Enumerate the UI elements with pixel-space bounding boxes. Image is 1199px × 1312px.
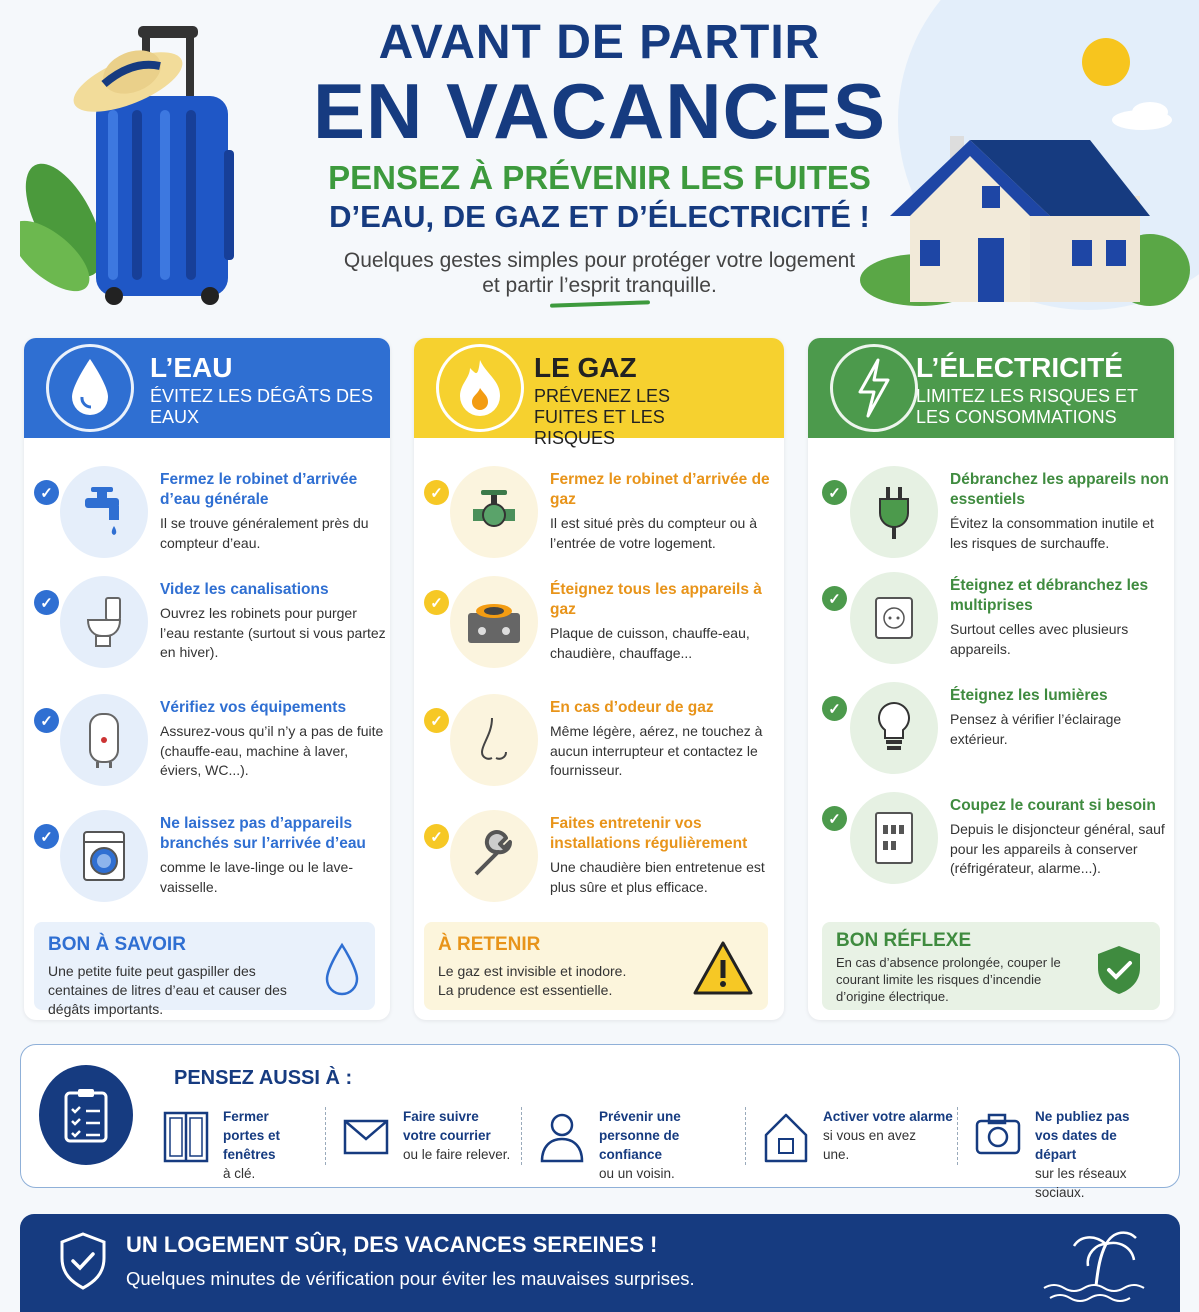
item-desc: Ouvrez les robinets pour purger l’eau restante (surtout si vous partez en hiver).	[160, 605, 386, 660]
tip-text: En cas d’absence prolongée, couper le courant limite les risques d’incendie d’origine électrique.	[836, 955, 1061, 1004]
elec-item-3-text	[950, 686, 1170, 749]
checklist-icon	[39, 1065, 133, 1165]
footer-title: UN LOGEMENT SÛR, DES VACANCES SEREINES !	[126, 1232, 658, 1257]
plug-icon	[850, 466, 938, 558]
item-title: Fermez le robinet d’arrivée d’eau générale	[160, 471, 358, 508]
check-icon: ✓	[822, 696, 847, 721]
item-title: Vérifiez vos équipements	[160, 699, 347, 716]
gas-title: LE GAZ	[534, 352, 637, 383]
gas-stove-icon	[450, 576, 538, 668]
footer-text: Quelques minutes de vérification pour éviter les mauvaises surprises.	[126, 1268, 695, 1289]
item-title: Faites entretenir vos installations régulièrement	[550, 815, 748, 852]
check-icon: ✓	[34, 590, 59, 615]
alarm-house-icon	[763, 1111, 809, 1163]
item-desc: Il est situé près du compteur ou à l’entrée de votre logement.	[550, 515, 757, 551]
think-also-rest: si vous en avez une.	[823, 1128, 917, 1162]
check-icon: ✓	[424, 590, 449, 615]
water-item-4	[24, 810, 390, 920]
item-desc: Assurez-vous qu’il n’y a pas de fuite (chauffe-eau, machine à laver, éviers, WC...).	[160, 723, 384, 778]
gas-item-4	[414, 810, 780, 920]
water-tip-box	[34, 922, 375, 1017]
elec-item-3	[808, 682, 1174, 792]
gas-subtitle: PRÉVENEZ LES FUITES ET LES RISQUES	[534, 386, 671, 448]
water-item-4-text	[160, 814, 386, 897]
gas-item-4-text	[550, 814, 776, 897]
check-icon: ✓	[424, 708, 449, 733]
item-desc: Même légère, aérez, ne touchez à aucun interrupteur et contactez le fournisseur.	[550, 723, 763, 778]
item-desc: Plaque de cuisson, chauffe-eau, chaudière, chauffage...	[550, 625, 750, 661]
check-icon: ✓	[424, 480, 449, 505]
think-also-title: PENSEZ AUSSI À :	[174, 1067, 353, 1089]
water-item-2	[24, 576, 390, 686]
gas-valve-icon	[450, 466, 538, 558]
tip-text: Le gaz est invisible et inodore. La prudence est essentielle.	[438, 963, 627, 998]
check-icon: ✓	[424, 824, 449, 849]
item-title: Fermez le robinet d’arrivée de gaz	[550, 471, 770, 508]
intro-text	[0, 248, 1199, 298]
elec-item-4-text	[950, 796, 1170, 879]
think-also-bold: Prévenir une personne de confiance	[599, 1109, 681, 1162]
item-title: Éteignez tous les appareils à gaz	[550, 581, 762, 618]
item-title: En cas d’odeur de gaz	[550, 699, 714, 716]
title-line-1: AVANT DE PARTIR	[378, 16, 821, 69]
think-also-item-5	[975, 1107, 1179, 1200]
water-drop-icon	[323, 942, 361, 998]
bulb-icon	[850, 682, 938, 774]
item-desc: Depuis le disjoncteur général, sauf pour les appareils à conserver (réfrigérateur, alarme...).	[950, 821, 1165, 876]
item-desc: Surtout celles avec plusieurs appareils.	[950, 621, 1129, 657]
lightning-icon	[830, 344, 918, 432]
water-title: L’EAU	[150, 352, 233, 383]
camera-icon	[975, 1113, 1021, 1155]
think-also-item-4	[763, 1107, 951, 1169]
gas-header	[414, 338, 784, 448]
window-icon	[163, 1111, 209, 1163]
elec-subtitle: LIMITEZ LES RISQUES ET LES CONSOMMATIONS	[916, 386, 1138, 427]
think-also-bold: Faire suivre votre courrier	[403, 1109, 491, 1143]
think-also-rest: sur les réseaux sociaux.	[1035, 1166, 1127, 1200]
think-also-rest: ou un voisin.	[599, 1166, 675, 1181]
separator	[745, 1107, 746, 1165]
socket-icon	[850, 572, 938, 664]
nose-icon	[450, 694, 538, 786]
shield-check-icon	[60, 1232, 106, 1290]
think-also-item-3	[539, 1107, 739, 1181]
wrench-icon	[450, 810, 538, 902]
subtitle-line-2: D’EAU, DE GAZ ET D’ÉLECTRICITÉ !	[329, 199, 870, 234]
check-icon: ✓	[34, 824, 59, 849]
item-desc: Une chaudière bien entretenue est plus sûre et plus efficace.	[550, 859, 765, 895]
check-icon: ✓	[822, 586, 847, 611]
subtitle-line-1: PENSEZ À PRÉVENIR LES FUITES	[328, 159, 871, 196]
water-drop-icon	[46, 344, 134, 432]
think-also-rest: ou le faire relever.	[403, 1147, 511, 1162]
warning-icon	[692, 940, 754, 996]
palm-tree-icon	[1040, 1222, 1150, 1304]
elec-item-2	[808, 572, 1174, 682]
gas-column	[414, 338, 784, 1020]
person-icon	[539, 1111, 585, 1163]
gas-item-1-text	[550, 470, 776, 553]
elec-title: L’ÉLECTRICITÉ	[916, 352, 1123, 383]
item-title: Éteignez et débranchez les multiprises	[950, 577, 1149, 614]
intro-line-2: et partir l’esprit tranquille.	[482, 274, 717, 297]
item-title: Éteignez les lumières	[950, 687, 1108, 704]
separator	[521, 1107, 522, 1165]
tip-title: À RETENIR	[438, 934, 541, 955]
elec-item-4	[808, 792, 1174, 922]
tip-text: Une petite fuite peut gaspiller des centaines de litres d’eau et causer des dégâts importants.	[48, 963, 287, 1017]
gas-item-3	[414, 694, 780, 804]
item-desc: Il se trouve généralement près du compteur d’eau.	[160, 515, 369, 551]
item-title: Videz les canalisations	[160, 581, 329, 598]
think-also-item-2	[343, 1107, 519, 1169]
think-also-item-1	[163, 1107, 319, 1181]
check-icon: ✓	[34, 480, 59, 505]
footer-banner	[20, 1214, 1180, 1312]
water-heater-icon	[60, 694, 148, 786]
water-item-2-text	[160, 580, 386, 663]
think-also-bold: Activer votre alarme	[823, 1109, 953, 1124]
elec-item-1-text	[950, 470, 1170, 553]
intro-underline	[549, 300, 649, 307]
separator	[325, 1107, 326, 1165]
elec-column	[808, 338, 1174, 1020]
gas-tip-box	[424, 922, 768, 1010]
water-item-3	[24, 694, 390, 804]
intro-line-1: Quelques gestes simples pour protéger votre logement	[343, 249, 856, 272]
header	[0, 18, 1199, 306]
gas-item-1	[414, 466, 780, 576]
check-icon: ✓	[34, 708, 59, 733]
check-icon: ✓	[822, 806, 847, 831]
think-also-rest: à clé.	[223, 1166, 256, 1181]
item-desc: Évitez la consommation inutile et les risques de surchauffe.	[950, 515, 1154, 551]
item-desc: Pensez à vérifier l’éclairage extérieur.	[950, 711, 1122, 747]
water-item-1-text	[160, 470, 386, 553]
water-item-3-text	[160, 698, 386, 781]
shield-check-icon	[1096, 944, 1142, 996]
elec-item-2-text	[950, 576, 1170, 659]
item-title: Débranchez les appareils non essentiels	[950, 471, 1169, 508]
tip-title: BON À SAVOIR	[48, 934, 186, 955]
elec-header	[808, 338, 1174, 438]
item-title: Coupez le courant si besoin	[950, 797, 1156, 814]
check-icon: ✓	[822, 480, 847, 505]
water-item-1	[24, 466, 390, 576]
envelope-icon	[343, 1119, 389, 1155]
think-also-bold: Fermer portes et fenêtres	[223, 1109, 281, 1162]
gas-item-2	[414, 576, 780, 686]
title-line-2: EN VACANCES	[313, 67, 886, 155]
gas-item-3-text	[550, 698, 776, 781]
item-title: Ne laissez pas d’appareils branchés sur l’arrivée d’eau	[160, 815, 366, 852]
breaker-icon	[850, 792, 938, 884]
water-column	[24, 338, 390, 1020]
think-also-panel	[20, 1044, 1180, 1200]
think-also-bold: Ne publiez pas vos dates de départ	[1035, 1109, 1130, 1162]
faucet-icon	[60, 466, 148, 558]
elec-tip-box	[822, 922, 1160, 1010]
gas-item-2-text	[550, 580, 776, 663]
tip-title: BON RÉFLEXE	[836, 930, 972, 951]
elec-item-1	[808, 466, 1174, 576]
flame-icon	[436, 344, 524, 432]
separator	[957, 1107, 958, 1165]
washing-machine-icon	[60, 810, 148, 902]
water-subtitle: ÉVITEZ LES DÉGÂTS DES EAUX	[150, 386, 374, 427]
toilet-icon	[60, 576, 148, 668]
water-header	[24, 338, 390, 438]
item-desc: comme le lave-linge ou le lave-vaisselle.	[160, 859, 353, 895]
